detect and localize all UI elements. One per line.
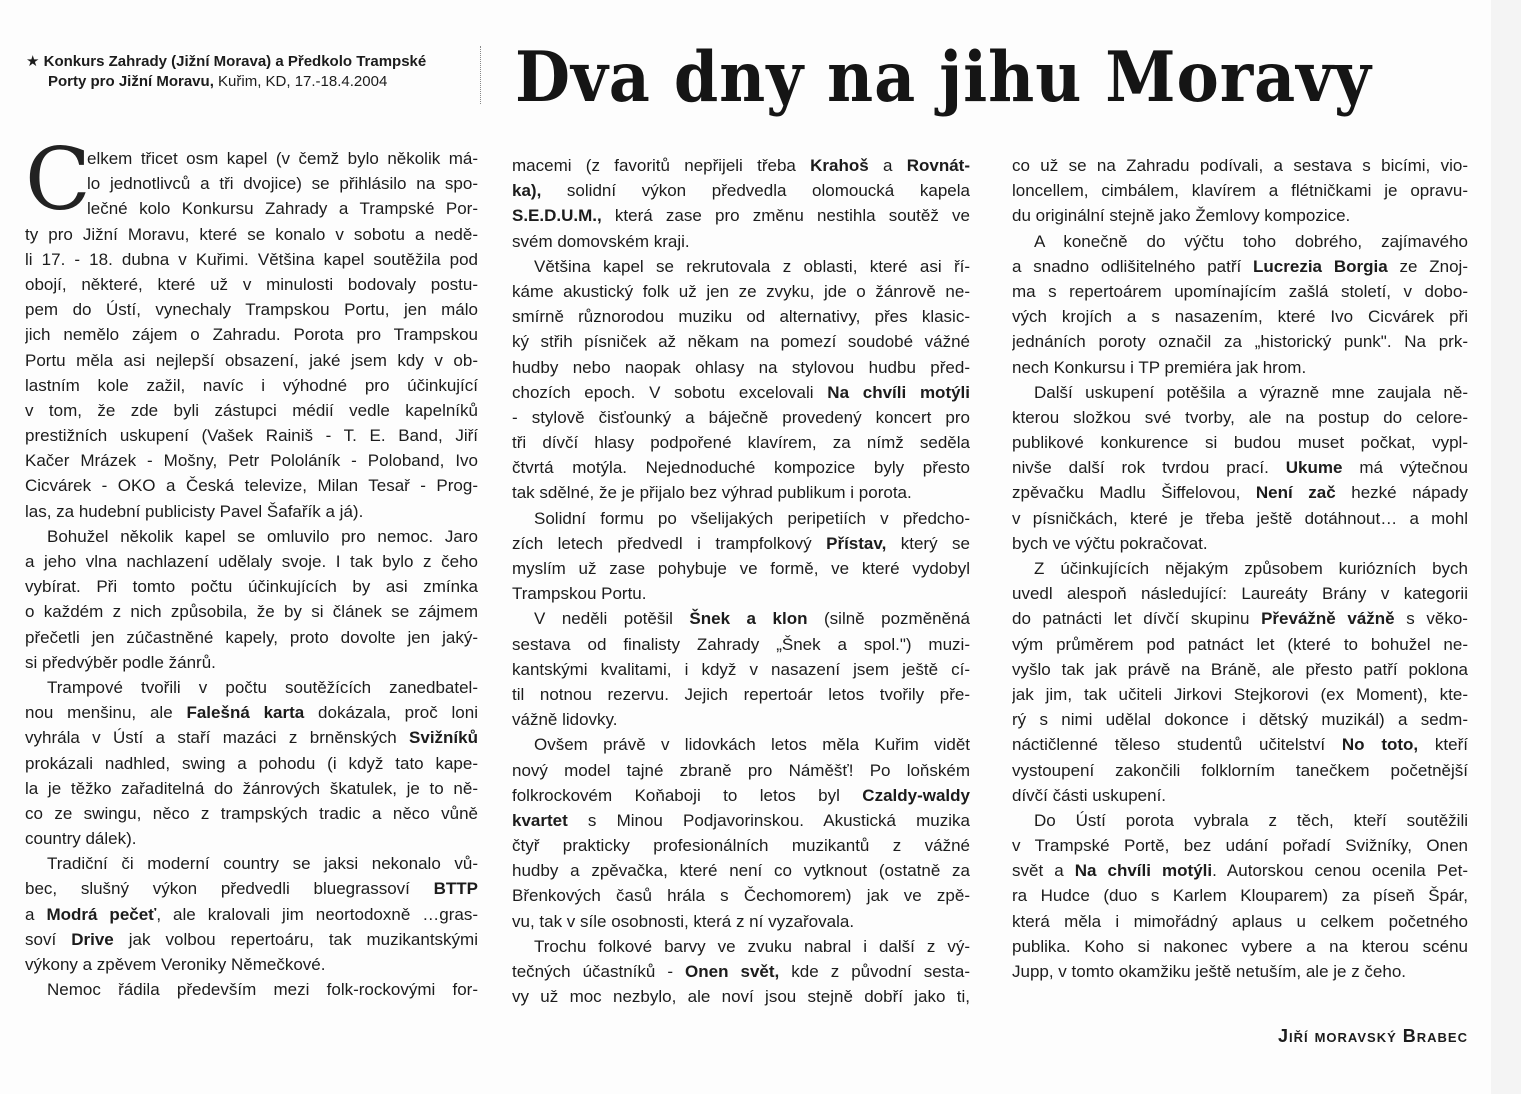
text-line: ma s repertoárem upomínajícím zašlá století, v dobo- bbox=[1012, 281, 1468, 301]
text-line: smírně různorodou muziku od alternativy, přes klasic- bbox=[512, 307, 970, 327]
text-line: sestava od finalisty Zahrady „Šnek a spol.") muzi- bbox=[512, 634, 970, 654]
text-line: Další uskupení potěšila a výrazně mne zaujala ně- bbox=[1034, 382, 1468, 402]
text-line: co už se na Zahradu podívali, a sestava s bicími, vio- bbox=[1012, 156, 1468, 175]
kicker-divider bbox=[480, 46, 481, 104]
text-line: bec, slušný výkon předvedli bluegrassoví BTTP bbox=[25, 879, 478, 899]
text-line: Ovšem právě v lidovkách letos měla Kuřim vidět bbox=[534, 735, 970, 755]
text-line: Většina kapel se rekrutovala z oblasti, které asi ří- bbox=[534, 256, 970, 276]
text-line: jednáních poroty označil za „historický punk". Na prk- bbox=[1012, 332, 1468, 352]
text-line: svět a Na chvíli motýli. Autorskou cenou ocenila Pet- bbox=[1012, 861, 1468, 881]
text-line: kvartet s Minou Podjavorinskou. Akustická muzika bbox=[512, 810, 970, 830]
text-line: nivše další rok tvrdou prací. Ukume má výtečnou bbox=[1012, 458, 1468, 478]
article-column-3 bbox=[1012, 153, 1468, 984]
text-line: lastním kole zažil, navíc i výhodné pro účinkující bbox=[25, 375, 478, 395]
text-line: obojí, některé, které už v minulosti bodovaly postu- bbox=[25, 274, 478, 294]
text-line: a jeho vlna nachlazení udělaly svoje. I tak bylo z čeho bbox=[25, 552, 478, 571]
text-line: Trochu folkové barvy ve zvuku nabral i další z vý- bbox=[534, 936, 970, 956]
text-line: publikové konkurence si budou muset počkat, vypl- bbox=[1012, 433, 1468, 453]
drop-cap: C bbox=[25, 130, 91, 230]
text-line: Jupp, v tomto okamžiku ještě netuším, ale je z čeho. bbox=[1012, 962, 1407, 981]
text-line: co ze swingu, něco z trampských tradic a něco vůně bbox=[25, 803, 478, 823]
text-line: loncellem, cimbálem, klavírem a flétničkami je opravu- bbox=[1012, 181, 1468, 201]
text-line: Cicvárek - OKO a Česká televize, Milan Tesař - Prog- bbox=[25, 476, 478, 496]
text-line: hudby a zpěvačka, které není co vytknout (ostatně za bbox=[512, 861, 970, 881]
text-line: prestižních uskupení (Vašek Rainiš - T. E. Band, Jiří bbox=[25, 426, 478, 446]
text-line: nech Konkursu i TP premiéra jak hrom. bbox=[1012, 357, 1307, 377]
text-line: Trampskou Portu. bbox=[512, 584, 647, 604]
kicker-event-line-2: Porty pro Jižní Moravu, bbox=[48, 73, 214, 90]
text-line: zích letech předvedl i trampfolkový Přístav, který se bbox=[512, 533, 970, 553]
text-line: du originální stejně jako Žemlovy kompozice. bbox=[1012, 206, 1351, 226]
text-line: elkem třicet osm kapel (v čemž bylo několik má- bbox=[87, 149, 478, 168]
text-line: do patnácti let dívčí skupinu Převážně vážně s věko- bbox=[1012, 609, 1468, 629]
text-line: S.E.D.U.M., která zase pro změnu nestihla soutěž ve bbox=[512, 206, 970, 226]
text-line: prokázali nadhled, swing a pohodu (i když tato kape- bbox=[25, 753, 478, 773]
text-line: Do Ústí porota vybrala z těch, kteří soutěžili bbox=[1034, 810, 1468, 830]
text-line: vybírat. Při tomto počtu účinkujících by asi zmínka bbox=[25, 577, 478, 597]
text-line: vu, tak v síle osobnosti, která z ní vyzařovala. bbox=[512, 911, 855, 931]
text-line: výkony a zpěvem Veroniky Němečkové. bbox=[25, 955, 326, 974]
text-line: Tradiční či moderní country se jaksi nekonalo vů- bbox=[47, 854, 478, 874]
text-line: jak jim, tak učiteli Jirkovi Stejkorovi (ex Moment), kte- bbox=[1012, 684, 1468, 704]
text-line: pem do Ústí, vynechaly Trampskou Portu, jen málo bbox=[25, 300, 478, 320]
text-line: nový model tajné zbraně pro Náměšť! Po loňském bbox=[512, 760, 970, 780]
article-column-1 bbox=[25, 146, 478, 1002]
text-line: kantskými kvalitami, i když v nasazení jsem ještě cí- bbox=[512, 659, 970, 679]
event-kicker bbox=[26, 52, 466, 92]
text-line: tři dívčí hlasy podpořené klavírem, za nímž seděla bbox=[512, 433, 970, 453]
text-line: zpěvačku Madlu Šiffelovou, Není zač hezké nápady bbox=[1012, 483, 1468, 503]
text-line: ka), solidní výkon předvedla olomoucká kapela bbox=[512, 181, 970, 201]
text-line: vystoupení zakončili folklorním tanečkem početnější bbox=[1012, 760, 1468, 780]
kicker-event-line-1: Konkurs Zahrady (Jižní Morava) a Předkolo Trampské bbox=[43, 53, 427, 70]
text-line: V neděli potěšil Šnek a klon (silně pozměněná bbox=[534, 609, 970, 629]
text-line: vyhrála v Ústí a staří mazáci z brněnských Svižníků bbox=[25, 728, 478, 748]
text-line: myslím už zase pohybuje ve formě, ve které vydobyl bbox=[512, 559, 970, 578]
text-line: las, za hudební publicisty Pavel Šafařík a já). bbox=[25, 501, 364, 521]
text-line: ra Hudce (duo s Karlem Klouparem) za píseň Špár, bbox=[1012, 886, 1468, 906]
text-line: kterou složkou své tvorby, ale na postup do celore- bbox=[1012, 407, 1468, 427]
text-line: nou menšinu, ale Falešná karta dokázala, proč loni bbox=[25, 703, 478, 723]
kicker-line-1 bbox=[26, 52, 466, 72]
text-line: a snadno odlišitelného patří Lucrezia Borgia ze Znoj- bbox=[1012, 256, 1468, 276]
text-line: la je těžko zařaditelná do žánrových škatulek, je to ně- bbox=[25, 778, 478, 798]
text-line: chozích epoch. V sobotu excelovali Na chvíli motýli bbox=[512, 382, 970, 402]
text-line: čtyř prakticky profesionálních muzikantů z vážné bbox=[512, 836, 970, 856]
text-line: uvedl alespoň následující: Laureáty Brány v kategorii bbox=[1012, 584, 1468, 604]
text-line: soví Drive jak volbou repertoáru, tak muzikantskými bbox=[25, 929, 478, 949]
text-line: Z účinkujících nějakým způsobem kuriózních bych bbox=[1034, 559, 1468, 578]
text-line: - stylově čisťounký a báječně provedený koncert pro bbox=[512, 407, 970, 427]
kicker-line-2 bbox=[26, 72, 466, 92]
text-line: lo jednotlivců a tři dvojice) se přihlásilo na spo- bbox=[87, 174, 478, 194]
text-line: v tom, že zde byli zástupci médií vedle kapelníků bbox=[25, 400, 478, 420]
text-line: v Trampské Portě, bez udání pořadí Svižníky, Onen bbox=[1012, 836, 1468, 856]
text-line: macemi (z favoritů nepřijeli třeba Krahoš a Rovnát- bbox=[512, 156, 970, 175]
text-line: o každém z nich způsobila, že by si článek se zájmem bbox=[25, 602, 478, 622]
text-line: která měla i mimořádný aplaus u celkem početného bbox=[1012, 911, 1468, 931]
text-line: Břenkových časů hrála s Čechomorem) jak ve zpě- bbox=[512, 886, 970, 906]
text-line: dívčí části uskupení. bbox=[1012, 785, 1167, 805]
kicker-details: Kuřim, KD, 17.-18.4.2004 bbox=[213, 73, 388, 90]
text-line: til notnou rezervu. Jejich repertoár letos tvořily pře- bbox=[512, 684, 970, 704]
text-line: vých krojích a s nasazením, které Ivo Cicvárek při bbox=[1012, 307, 1468, 327]
text-line: vyšlo tak jak právě na Bráně, ale přesto patří poklona bbox=[1012, 659, 1468, 679]
text-line: hudby nebo naopak ohlasy na stylovou hudbu před- bbox=[512, 357, 970, 377]
text-line: ký střih písniček až někam na pomezí soudobé vážné bbox=[512, 332, 970, 352]
text-line: li 17. - 18. dubna v Kuřimi. Většina kapel soutěžila pod bbox=[25, 249, 478, 269]
text-line: Portu měla asi nejlepší obsazení, jaké jsem kdy v ob- bbox=[25, 350, 478, 370]
article-headline: Dva dny na jihu Moravy bbox=[515, 37, 1372, 118]
scan-edge bbox=[1491, 0, 1521, 1094]
text-line: čtvrtá motýla. Nejednoduché kompozice byly přesto bbox=[512, 458, 970, 478]
text-line: přečetli jen zúčastněné kapely, proto dovolte jen jaký- bbox=[25, 627, 478, 647]
text-line: rý s nimi udělal dokonce i dětský muzikál) a sedm- bbox=[1012, 710, 1468, 730]
author-byline: Jiří moravský Brabec bbox=[1277, 1026, 1468, 1046]
text-line: tečných účastníků - Onen svět, kde z původní sesta- bbox=[512, 962, 970, 981]
text-line: si předvýběr podle žánrů. bbox=[25, 652, 216, 672]
text-line: lečné kolo Konkursu Zahrady a Trampské Por- bbox=[87, 199, 478, 219]
text-line: a Modrá pečeť, ale kralovali jim neortodoxně …gras- bbox=[25, 904, 478, 924]
text-line: ty pro Jižní Moravu, které se konalo v sobotu a nedě- bbox=[25, 224, 478, 244]
text-line: folkrockovém Koňaboji to letos byl Czaldy-waldy bbox=[512, 785, 970, 805]
text-line: vy už moc nezbylo, ale noví jsou stejně dobří jako ti, bbox=[512, 987, 970, 1007]
text-line: Kačer Mrázek - Mošny, Petr Pololáník - Poloband, Ivo bbox=[25, 451, 478, 471]
article-column-2 bbox=[512, 153, 970, 1009]
text-line: publika. Koho si nakonec vybere a na kterou scénu bbox=[1012, 936, 1468, 956]
star-icon: ★ bbox=[26, 53, 40, 70]
text-line: v písničkách, které je třeba ještě dotáhnout… a mohl bbox=[1012, 508, 1468, 528]
text-line: náctičlenné těleso studentů učitelství No toto, kteří bbox=[1012, 735, 1468, 755]
text-line: bych ve výčtu pokračovat. bbox=[1012, 533, 1208, 553]
text-line: Trampové tvořili v počtu soutěžících zanedbatel- bbox=[47, 677, 478, 697]
text-line: Nemoc řádila především mezi folk-rockovými for- bbox=[47, 980, 478, 1000]
text-line: svém domovském kraji. bbox=[512, 231, 690, 251]
text-line: vým průměrem pod patnáct let (které to bohužel ne- bbox=[1012, 634, 1468, 654]
text-line: Bohužel několik kapel se omluvilo pro nemoc. Jaro bbox=[47, 526, 478, 546]
text-line: A konečně do výčtu toho dobrého, zajímavého bbox=[1034, 231, 1468, 251]
text-line: vážně lidovky. bbox=[512, 710, 618, 730]
text-line: Solidní formu po všelijakých peripetiích v předcho- bbox=[534, 508, 970, 528]
text-line: káme akustický folk už jen ze zvyku, jde o žánrově ne- bbox=[512, 281, 970, 301]
text-line: tak sdělné, že je přijalo bez výhrad publikum i porota. bbox=[512, 483, 912, 503]
text-line: country dálek). bbox=[25, 829, 137, 849]
text-line: jich nemělo zájem o Zahradu. Porota pro Trampskou bbox=[25, 325, 478, 345]
